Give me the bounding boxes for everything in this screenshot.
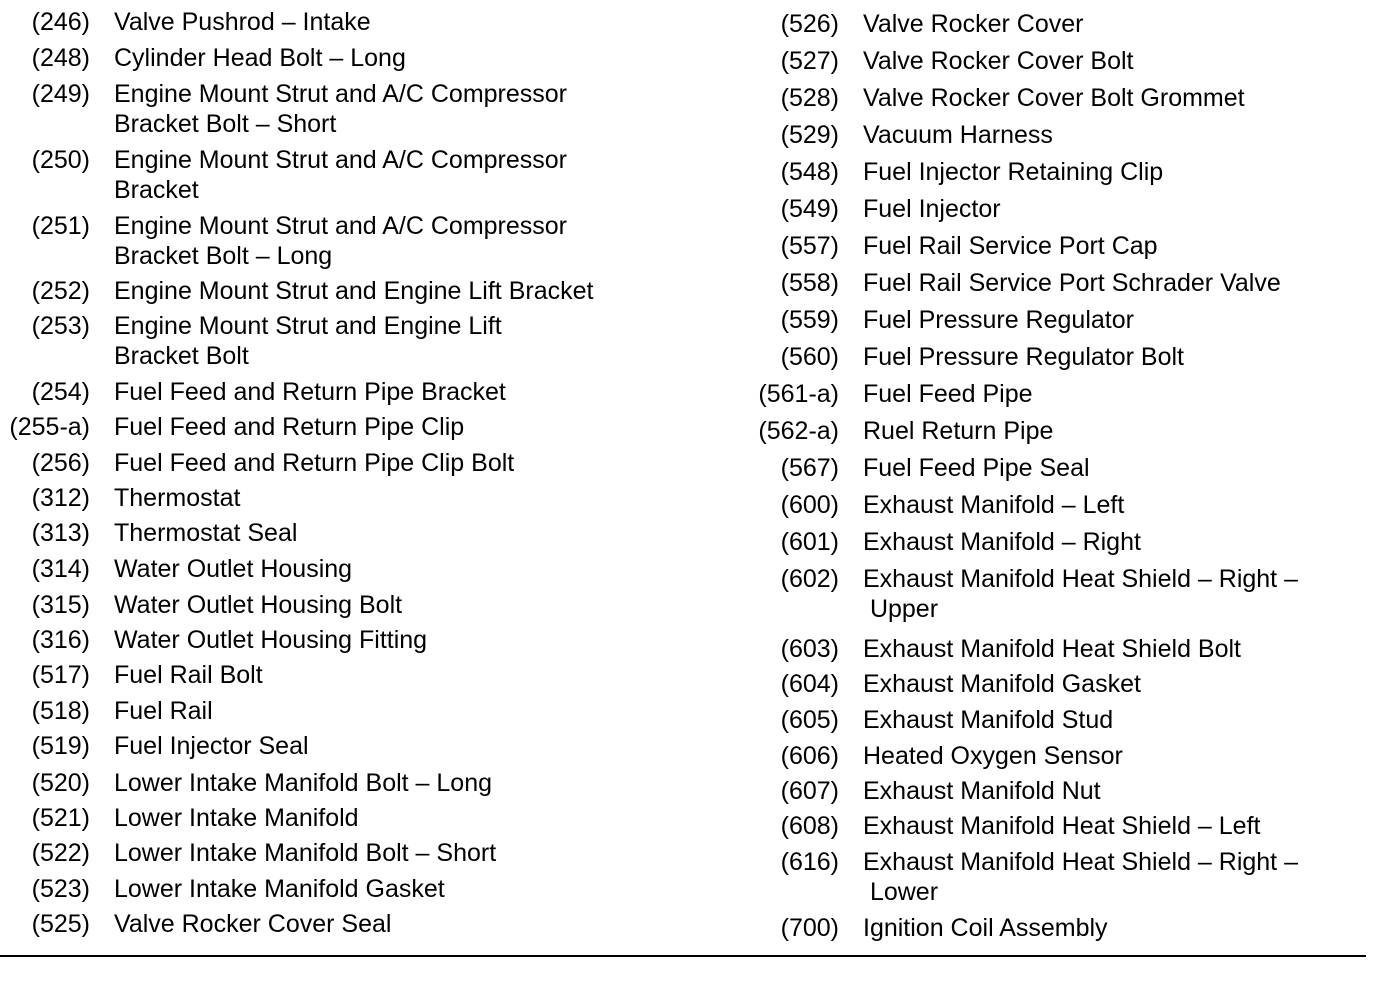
part-label: Lower Intake Manifold Gasket bbox=[114, 875, 445, 903]
part-label: Exhaust Manifold – Right bbox=[863, 528, 1141, 556]
part-number: (607) bbox=[780, 777, 839, 805]
part-number: (254) bbox=[31, 378, 90, 406]
part-label: Lower Intake Manifold Bolt – Long bbox=[114, 769, 493, 797]
part-number: (603) bbox=[780, 635, 839, 663]
part-number: (606) bbox=[780, 742, 839, 770]
part-label: Valve Rocker Cover Seal bbox=[114, 910, 392, 938]
part-label: Fuel Injector bbox=[863, 195, 1001, 223]
part-number: (601) bbox=[780, 528, 839, 556]
part-label: Exhaust Manifold Gasket bbox=[863, 670, 1141, 698]
part-number: (525) bbox=[31, 910, 90, 938]
part-number: (567) bbox=[780, 454, 839, 482]
part-label: Valve Pushrod – Intake bbox=[114, 8, 371, 36]
part-number: (316) bbox=[31, 626, 90, 654]
part-label: Valve Rocker Cover bbox=[863, 10, 1084, 38]
part-label: Fuel Rail Service Port Cap bbox=[863, 232, 1158, 260]
part-label: Water Outlet Housing Fitting bbox=[114, 626, 428, 654]
part-label: Water Outlet Housing Bolt bbox=[114, 591, 403, 619]
part-number: (558) bbox=[780, 269, 839, 297]
part-label: Fuel Rail Service Port Schrader Valve bbox=[863, 269, 1281, 297]
part-label: Fuel Rail bbox=[114, 697, 213, 725]
part-label: Exhaust Manifold Heat Shield – Right – Lower bbox=[863, 848, 1298, 906]
part-label: Valve Rocker Cover Bolt Grommet bbox=[863, 84, 1245, 112]
part-label: Fuel Injector Seal bbox=[114, 732, 309, 760]
part-number: (528) bbox=[780, 84, 839, 112]
part-number: (527) bbox=[780, 47, 839, 75]
part-number: (562-a) bbox=[758, 417, 839, 445]
part-number: (529) bbox=[780, 121, 839, 149]
part-label: Engine Mount Strut and A/C Compressor Bracket bbox=[114, 146, 568, 204]
part-number: (523) bbox=[31, 875, 90, 903]
part-label: Engine Mount Strut and Engine Lift Bracket Bolt bbox=[114, 312, 502, 370]
part-number: (608) bbox=[780, 812, 839, 840]
part-number: (250) bbox=[31, 146, 90, 174]
part-label: Ruel Return Pipe bbox=[863, 417, 1054, 445]
part-label: Vacuum Harness bbox=[863, 121, 1053, 149]
part-number: (600) bbox=[780, 491, 839, 519]
part-number: (616) bbox=[780, 848, 839, 876]
part-label: Exhaust Manifold Heat Shield – Left bbox=[863, 812, 1261, 840]
part-number: (520) bbox=[31, 769, 90, 797]
part-label: Fuel Pressure Regulator bbox=[863, 306, 1134, 334]
part-number: (521) bbox=[31, 804, 90, 832]
part-label: Water Outlet Housing bbox=[114, 555, 353, 583]
part-label: Exhaust Manifold – Left bbox=[863, 491, 1125, 519]
part-label: Fuel Pressure Regulator Bolt bbox=[863, 343, 1184, 371]
part-label: Lower Intake Manifold Bolt – Short bbox=[114, 839, 497, 867]
part-label: Fuel Rail Bolt bbox=[114, 661, 263, 689]
part-label: Engine Mount Strut and A/C Compressor Bracket Bolt – Long bbox=[114, 212, 568, 270]
part-label: Fuel Feed Pipe Seal bbox=[863, 454, 1090, 482]
part-number: (561-a) bbox=[758, 380, 839, 408]
part-number: (249) bbox=[31, 80, 90, 108]
part-number: (253) bbox=[31, 312, 90, 340]
part-label: Fuel Injector Retaining Clip bbox=[863, 158, 1164, 186]
part-number: (604) bbox=[780, 670, 839, 698]
part-label: Thermostat Seal bbox=[114, 519, 298, 547]
part-number: (548) bbox=[780, 158, 839, 186]
part-label: Fuel Feed and Return Pipe Bracket bbox=[114, 378, 506, 406]
part-number: (255-a) bbox=[9, 413, 90, 441]
part-label: Exhaust Manifold Stud bbox=[863, 706, 1114, 734]
part-number: (549) bbox=[780, 195, 839, 223]
part-number: (560) bbox=[780, 343, 839, 371]
part-number: (314) bbox=[31, 555, 90, 583]
part-label: Fuel Feed Pipe bbox=[863, 380, 1033, 408]
part-number: (518) bbox=[31, 697, 90, 725]
part-label: Engine Mount Strut and A/C Compressor Bracket Bolt – Short bbox=[114, 80, 568, 138]
part-label: Thermostat bbox=[114, 484, 241, 512]
part-number: (602) bbox=[780, 565, 839, 593]
part-number: (517) bbox=[31, 661, 90, 689]
part-number: (251) bbox=[31, 212, 90, 240]
part-number: (256) bbox=[31, 449, 90, 477]
part-number: (559) bbox=[780, 306, 839, 334]
part-number: (605) bbox=[780, 706, 839, 734]
part-label: Engine Mount Strut and Engine Lift Bracket bbox=[114, 277, 594, 305]
part-number: (315) bbox=[31, 591, 90, 619]
part-label: Ignition Coil Assembly bbox=[863, 914, 1108, 942]
part-label: Cylinder Head Bolt – Long bbox=[114, 44, 406, 72]
part-label: Exhaust Manifold Heat Shield – Right – Upper bbox=[863, 565, 1298, 623]
part-label: Fuel Feed and Return Pipe Clip bbox=[114, 413, 465, 441]
part-label: Fuel Feed and Return Pipe Clip Bolt bbox=[114, 449, 515, 477]
part-label: Exhaust Manifold Nut bbox=[863, 777, 1101, 805]
part-label: Valve Rocker Cover Bolt bbox=[863, 47, 1134, 75]
part-number: (700) bbox=[780, 914, 839, 942]
part-number: (526) bbox=[780, 10, 839, 38]
part-label: Heated Oxygen Sensor bbox=[863, 742, 1123, 770]
part-number: (312) bbox=[31, 484, 90, 512]
part-label: Lower Intake Manifold bbox=[114, 804, 359, 832]
part-label: Exhaust Manifold Heat Shield Bolt bbox=[863, 635, 1241, 663]
part-number: (252) bbox=[31, 277, 90, 305]
part-number: (246) bbox=[31, 8, 90, 36]
part-number: (522) bbox=[31, 839, 90, 867]
part-number: (557) bbox=[780, 232, 839, 260]
bottom-divider bbox=[0, 955, 1366, 957]
part-number: (519) bbox=[31, 732, 90, 760]
part-number: (313) bbox=[31, 519, 90, 547]
part-number: (248) bbox=[31, 44, 90, 72]
